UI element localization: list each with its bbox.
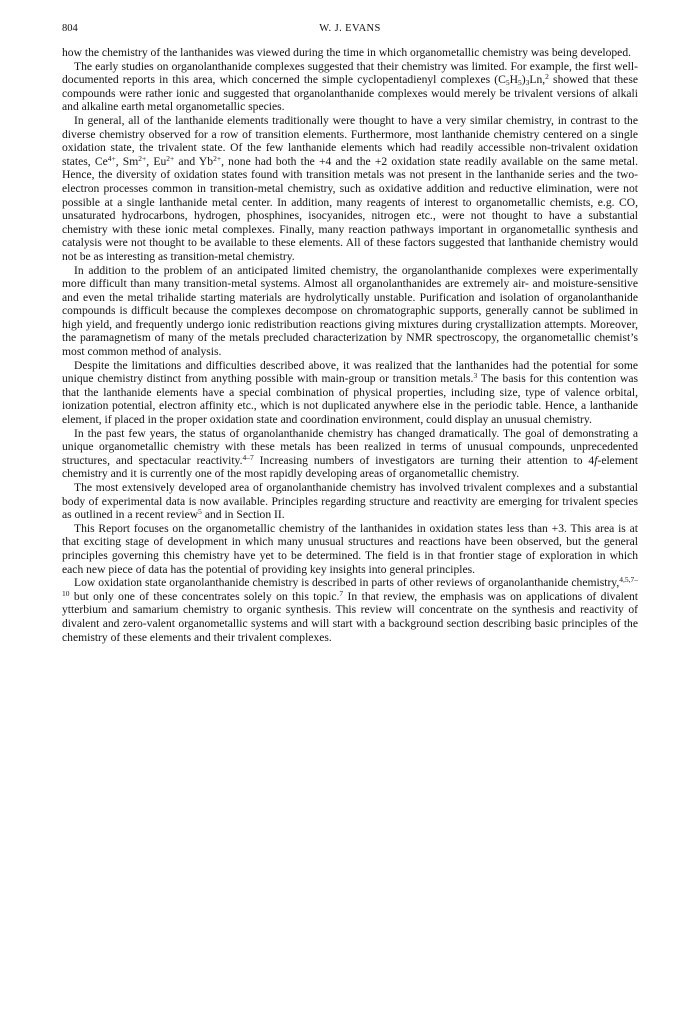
paragraph: Low oxidation state organolanthanide chemistry is described in parts of other reviews of organolanthanide chemistry,$^{4,5,7-10}$ but only one of these concentrates solely on this topic.$^7$ In that review, the emphasis was on applications of divalent ytterbium and samarium chemistry to organic synthesis. This review will concentrate on the synthesis and reactivity of divalent and zero-valent organometallic systems and will start with a background section describing basic principles of the chemistry of these elements and their trivalent complexes. [62, 575, 638, 644]
running-head-author: W. J. EVANS [319, 23, 381, 34]
paragraph: The most extensively developed area of organolanthanide chemistry has involved trivalent complexes and a substantial body of experimental data is now available. Principles regarding structure and reactivity are emerging for trivalent species as outlined in a recent review$^5$ and in Section II. [62, 481, 638, 522]
journal-page [62, 22, 638, 644]
page-number: 804 [62, 23, 78, 34]
paragraph: In addition to the problem of an anticipated limited chemistry, the organolanthanide complexes were experimentally more difficult than many transition-metal systems. Almost all organolanthanides are extremely air- and moisture-sensitive and even the metal trihalide starting materials are hydrolytically unstable. Purification and isolation of organolanthanide compounds is difficult because the complexes decompose on chromatographic supports, generally cannot be sublimed in high yield, and frequently undergo ionic redistribution reactions giving mixtures during crystallization attempts. Moreover, the paramagnetism of many of the metals precluded characterization by NMR spectroscopy, the organometallic chemist’s most common method of analysis. [62, 263, 638, 359]
paragraph: This Report focuses on the organometallic chemistry of the lanthanides in oxidation states less than +3. This area is at that exciting stage of development in which many unusual structures and reactions have been observed, but the general principles governing this chemistry have yet to be determined. The field is in that frontier stage of exploration in which each new piece of data has the potential of providing key insights into general principles. [62, 521, 638, 576]
body-text [62, 46, 638, 644]
paragraph: The early studies on organolanthanide complexes suggested that their chemistry was limited. For example, the first well-documented reports in this area, which concerned the simple cyclopentadienyl complexes $(C_5H_5)_3Ln,^2$ showed that these compounds were rather ionic and suggested that organolanthanide complexes would merely be trivalent versions of alkali and alkaline earth metal organometallic species. [62, 59, 638, 114]
paragraph: how the chemistry of the lanthanides was viewed during the time in which organometallic chemistry was being developed. [62, 46, 632, 59]
paragraph: In the past few years, the status of organolanthanide chemistry has changed dramatically. The goal of demonstrating a unique organometallic chemistry with these metals has been realized in terms of unusual compounds, unprecedented structures, and spectacular reactivity.$^{4-7}$ Increasing numbers of investigators are turning their attention to 4f-element chemistry and it is currently one of the most rapidly developing areas of organometallic chemistry. [62, 426, 639, 481]
page-header [62, 22, 638, 38]
paragraph: In general, all of the lanthanide elements traditionally were thought to have a very similar chemistry, in contrast to the diverse chemistry observed for a row of transition elements. Furthermore, most lanthanide chemistry centered on a single oxidation state, the trivalent state. Of the few lanthanide elements which had readily accessible non-trivalent oxidation states, $Ce^{4+}$, $Sm^{2+}$, $Eu^{2+}$ and $Yb^{2+}$, none had both the +4 and the +2 oxidation state readily available on the same metal. Hence, the diversity of oxidation states found with transition metals was not present in the lanthanide series and the two-electron processes common in transition-metal chemistry, such as oxidative addition and reductive elimination, were not possible at a single lanthanide metal center. In addition, many reagents of interest to organometallic chemists, e.g. CO, unsaturated hydrocarbons, hydrogen, phosphines, isocyanides, nitrogen etc., were not thought to have a substantial chemistry with these ionic metal complexes. Finally, many reaction pathways important in organometallic synthesis and catalysis were not thought to be available to these elements. All of these factors suggested that lanthanide chemistry would not be as interesting as transition-metal chemistry. [62, 113, 639, 263]
paragraph: Despite the limitations and difficulties described above, it was realized that the lanthanides had the potential for some unique chemistry distinct from anything possible with main-group or transition metals.$^3$ The basis for this contention was that the lanthanide elements have a special combination of physical properties, including size, type of valence orbital, ionization potential, electron affinity etc., which is not duplicated anywhere else in the periodic table. Hence, a lanthanide element, if placed in the proper oxidation state and coordination environment, could display an unusual chemistry. [62, 358, 638, 427]
